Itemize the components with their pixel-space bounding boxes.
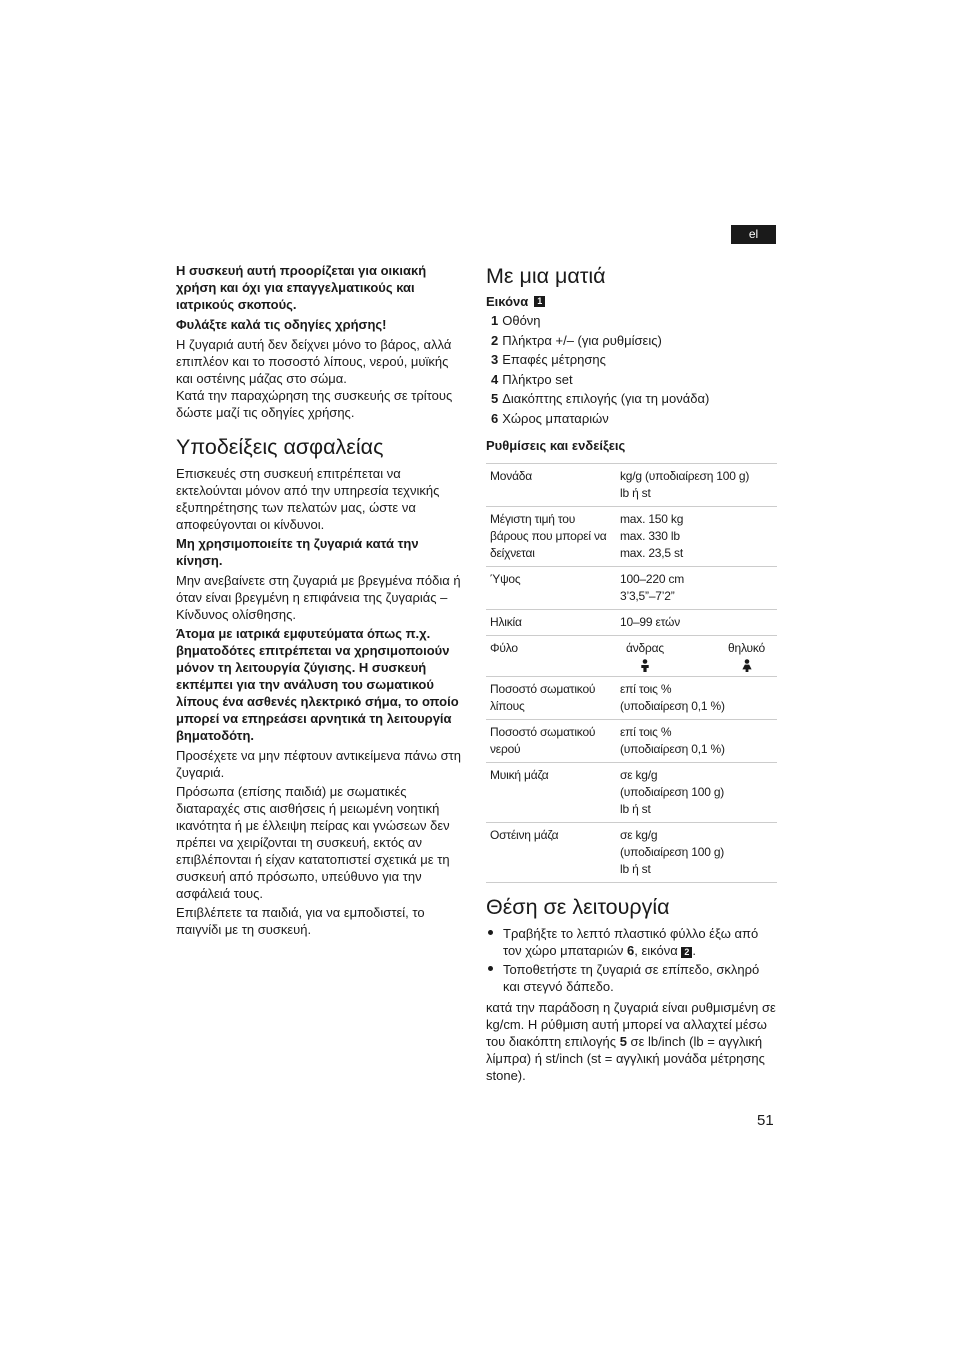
delivery-switch-number: 5 [619,1034,627,1049]
legend-item-number: 6 [491,410,499,426]
value-line: max. 150 kg [620,512,684,526]
legend-item-label: Επαφές μέτρησης [502,352,606,367]
value-line: (υποδιαίρεση 0,1 %) [620,699,725,713]
value-line: kg/g (υποδιαίρεση 100 g) [620,469,750,483]
settings-heading: Ρυθμίσεις και ενδείξεις [486,438,626,453]
settings-table [486,463,777,883]
figure-label-text: Εικόνα [486,294,529,309]
value-line: lb ή st [620,486,651,500]
value-line: lb ή st [620,862,651,876]
legend-item [491,389,777,409]
legend-item-number: 4 [491,371,499,387]
overview-heading: Με μια ματιά [486,264,606,288]
gender-options [620,640,773,672]
table-row [486,720,777,763]
legend-item [491,350,777,370]
operation-steps [486,925,777,995]
delivery-text-end: σε lb/inch (lb = αγγλική λίμπρα) ή st/inch (st = αγγλική μονάδα μέτρησης stone). [486,1034,765,1083]
row-label-unit: Μονάδα [486,464,614,507]
figure-legend [486,311,777,428]
bullet2-text: Τοποθετήστε τη ζυγαριά σε επίπεδο, σκληρό και στεγνό δάπεδο. [503,962,760,994]
legend-item-label: Διακόπτης επιλογής (για τη μονάδα) [502,391,710,406]
language-badge: el [731,225,776,244]
gender-female [728,640,765,672]
row-label-bone-mass: Οστέινη μάζα [486,823,614,883]
row-value-body-water [614,720,777,763]
value-line: (υποδιαίρεση 100 g) [620,845,725,859]
male-person-icon [640,659,650,672]
value-line: 3’3,5”–7’2” [620,589,675,603]
right-column [486,262,777,1088]
left-column [176,262,468,942]
row-value-unit [614,464,777,507]
legend-item-number: 5 [491,391,499,406]
figure-2-badge: 2 [681,947,692,958]
row-label-height: Ύψος [486,567,614,610]
row-label-body-fat: Ποσοστό σωματικού λίπους [486,677,614,720]
row-value-age: 10–99 ετών [614,610,777,636]
table-row [486,677,777,720]
value-line: σε kg/g [620,828,658,842]
legend-item-label: Πλήκτρα +/– (για ρυθμίσεις) [502,332,662,348]
page-number: 51 [757,1112,774,1129]
table-row [486,636,777,677]
list-item [486,961,777,995]
legend-item-label: Πλήκτρο set [502,371,573,387]
row-value-body-fat [614,677,777,720]
keep-instructions-text: Φυλάξτε καλά τις οδηγίες χρήσης! [176,317,387,332]
legend-item-label: Οθόνη [502,313,541,328]
value-line: max. 23,5 st [620,546,683,560]
value-line: 100–220 cm [620,572,685,586]
female-person-icon [742,659,752,672]
list-item [486,925,777,959]
legend-item-number: 3 [491,352,499,367]
table-row [486,464,777,507]
figure-label [486,294,777,309]
figure-number-badge: 1 [534,296,545,307]
legend-item-number: 1 [491,313,499,328]
row-value-height [614,567,777,610]
value-line: (υποδιαίρεση 0,1 %) [620,742,725,756]
row-value-max-weight [614,507,777,567]
row-value-gender [614,636,777,677]
safety-bold-1: Μη χρησιμοποιείτε τη ζυγαριά κατά την κίνηση. [176,536,419,568]
row-value-bone-mass [614,823,777,883]
row-label-gender: Φύλο [486,636,614,677]
value-line: max. 330 lb [620,529,680,543]
intro-paragraph-1: Η ζυγαριά αυτή δεν δείχνει μόνο το βάρος, αλλά επιπλέον και το ποσοστό λίπους, νερού, μυϊκής και οστέινης μάζας στο σώμα. [176,337,452,386]
value-line: επί τοις % [620,725,672,739]
bullet1-end: . [692,943,696,958]
table-row [486,507,777,567]
intro-bold-text: Η συσκευή αυτή προορίζεται για οικιακή χρήση και όχι για επαγγελματικούς και ιατρικούς σκοπούς. [176,263,427,312]
gender-female-label: θηλυκό [728,641,765,655]
value-line: (υποδιαίρεση 100 g) [620,785,725,799]
safety-paragraph-2: Μην ανεβαίνετε στη ζυγαριά με βρεγμένα πόδια ή όταν είναι βρεγμένη η επιφάνεια της ζυγαριάς – Κίνδυνος ολίσθησης. [176,573,461,622]
row-label-max-weight: Μέγιστη τιμή του βάρους που μπορεί να δείχνεται [486,507,614,567]
value-line: lb ή st [620,802,651,816]
legend-item-label: Χώρος μπαταριών [502,410,609,426]
value-line: σε kg/g [620,768,658,782]
row-label-body-water: Ποσοστό σωματικού νερού [486,720,614,763]
table-row [486,823,777,883]
bullet1-part-number: 6 [626,943,635,958]
legend-item-number: 2 [491,332,499,348]
table-row [486,763,777,823]
safety-paragraph-3: Προσέχετε να μην πέφτουν αντικείμενα πάνω στη ζυγαριά. [176,748,461,780]
bullet1-text: Τραβήξτε το λεπτό πλαστικό φύλλο έξω από τον χώρο μπαταριών [503,926,759,958]
legend-item [491,311,777,331]
bullet1-figure-ref: , εικόνα [634,943,678,958]
operation-heading: Θέση σε λειτουργία [486,895,670,919]
safety-paragraph-1: Επισκευές στη συσκευή επιτρέπεται να εκτελούνται μόνον από την υπηρεσία τεχνικής εξυπηρέτησης των πελατών μας, ώστε να αποφεύγονται οι κίνδυνοι. [176,466,440,532]
safety-paragraph-4: Πρόσωπα (επίσης παιδιά) με σωματικές διαταραχές στις αισθήσεις ή μειωμένη νοητική ικανότητα ή με έλλειψη πείρας και γνώσεων δεν πρέπει να χειρίζονται τη συσκευή, εκτός αν επιβλέπονται ή είχαν κατατοπιστεί σχετικά με τη συσκευή από πρόσωπο, υπεύθυνο για την ασφάλειά τους. [176,784,450,901]
legend-item [491,409,777,429]
row-value-muscle-mass [614,763,777,823]
legend-item [491,331,777,351]
delivery-paragraph [486,999,777,1084]
delivery-text: κατά την παράδοση η ζυγαριά είναι ρυθμισμένη σε kg/cm. Η ρύθμιση αυτή μπορεί να αλλαχτεί μέσω του διακόπτη επιλογής [486,1000,776,1049]
intro-paragraph-2: Κατά την παραχώρηση της συσκευής σε τρίτους δώστε μαζί τις οδηγίες χρήσης. [176,388,453,420]
table-row [486,567,777,610]
legend-item [491,370,777,390]
row-label-muscle-mass: Μυική μάζα [486,763,614,823]
safety-heading: Υποδείξεις ασφαλείας [176,435,384,459]
safety-paragraph-5: Επιβλέπετε τα παιδιά, για να εμποδιστεί, το παιγνίδι με τη συσκευή. [176,905,425,937]
gender-male [626,640,664,672]
safety-bold-2: Άτομα με ιατρικά εμφυτεύματα όπως π.χ. βηματοδότες επιτρέπεται να χρησιμοποιούν μόνον τη λειτουργία ζύγισης. Η συσκευή εκπέμπει για την ανάλυση του σωματικού λίπους ένα ασθενές ηλεκτρικό σήμα, το οποίο μπορεί να επηρεάσει αρνητικά τη λειτουργία βηματοδότη. [176,626,459,743]
gender-male-label: άνδρας [626,641,664,655]
row-label-age: Ηλικία [486,610,614,636]
value-line: επί τοις % [620,682,672,696]
table-row [486,610,777,636]
